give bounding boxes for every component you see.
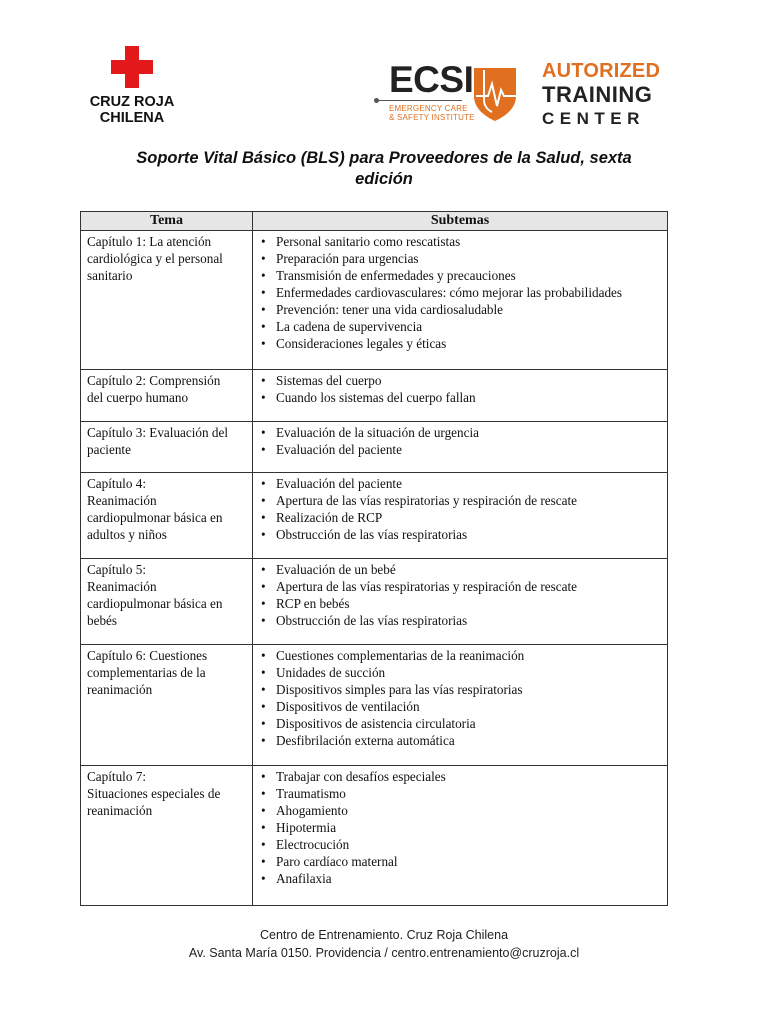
subtemas-cell <box>253 422 668 473</box>
list-item: • Preparación para urgencias <box>271 250 661 267</box>
footer-line2: Av. Santa María 0150. Providencia / centro.entrenamiento@cruzroja.cl <box>188 946 580 960</box>
list-item: • Dispositivos simples para las vías respiratorias <box>271 681 661 698</box>
tema-line: cardiopulmonar básica en <box>87 596 223 611</box>
ecsi-subtitle-line1: EMERGENCY CARE <box>389 104 468 113</box>
column-header-subtemas: Subtemas <box>253 212 668 231</box>
tema-line: Capítulo 5: <box>87 562 146 577</box>
list-item: • Paro cardíaco maternal <box>271 853 661 870</box>
list-item: • Traumatismo <box>271 785 661 802</box>
list-item: • Evaluación del paciente <box>271 441 661 458</box>
atc-line1: AUTORIZED <box>542 60 661 82</box>
tema-line: Capítulo 6: Cuestiones <box>87 648 208 663</box>
cruz-roja-line1: CRUZ ROJA <box>89 94 175 110</box>
tema-line: Situaciones especiales de <box>87 786 221 801</box>
table-row <box>81 559 668 645</box>
tema-line: Capítulo 1: La atención <box>87 234 212 249</box>
list-item: • Unidades de succión <box>271 664 661 681</box>
table-row <box>81 645 668 766</box>
table-row <box>81 473 668 559</box>
cruz-roja-wordmark <box>88 94 176 126</box>
tema-line: cardiológica y el personal <box>87 251 223 266</box>
authorized-training-center-logo <box>542 60 672 130</box>
list-item: • Consideraciones legales y éticas <box>271 335 661 352</box>
tema-line: del cuerpo humano <box>87 390 189 405</box>
list-item: • Dispositivos de ventilación <box>271 698 661 715</box>
subtemas-cell <box>253 370 668 422</box>
tema-cell <box>81 422 253 473</box>
subtemas-cell <box>253 231 668 370</box>
ecsi-shield-heartbeat-icon <box>472 66 518 122</box>
ecsi-wordmark: ECSI <box>389 59 474 100</box>
tema-line: cardiopulmonar básica en <box>87 510 223 525</box>
table-row <box>81 231 668 370</box>
list-item: • Prevención: tener una vida cardiosaludable <box>271 301 661 318</box>
list-item: • Transmisión de enfermedades y precauciones <box>271 267 661 284</box>
cruz-roja-logo <box>88 46 178 130</box>
tema-cell <box>81 766 253 906</box>
list-item: • Anafilaxia <box>271 870 661 887</box>
subtemas-list <box>259 424 661 458</box>
subtemas-list <box>259 561 661 629</box>
list-item: • La cadena de supervivencia <box>271 318 661 335</box>
document-title-line1: Soporte Vital Básico (BLS) para Proveedores de la Salud, sexta <box>136 149 632 167</box>
list-item: • Sistemas del cuerpo <box>271 372 661 389</box>
list-item: • Enfermedades cardiovasculares: cómo mejorar las probabilidades <box>271 284 661 301</box>
tema-line: Capítulo 4: <box>87 476 146 491</box>
tema-line: paciente <box>87 442 131 457</box>
subtemas-cell <box>253 473 668 559</box>
subtemas-list <box>259 233 661 352</box>
tema-line: adultos y niños <box>87 527 167 542</box>
subtemas-cell <box>253 766 668 906</box>
ecsi-subtitle <box>389 104 475 122</box>
tema-line: reanimación <box>87 682 153 697</box>
list-item: • Apertura de las vías respiratorias y respiración de rescate <box>271 578 661 595</box>
list-item: • Hipotermia <box>271 819 661 836</box>
list-item: • Realización de RCP <box>271 509 661 526</box>
tema-cell <box>81 645 253 766</box>
ecsi-subtitle-line2: & SAFETY INSTITUTE <box>389 113 475 122</box>
table-header-row <box>81 212 668 231</box>
cruz-roja-line2: CHILENA <box>99 110 165 126</box>
list-item: • Cuestiones complementarias de la reanimación <box>271 647 661 664</box>
list-item: • Cuando los sistemas del cuerpo fallan <box>271 389 661 406</box>
tema-line: Reanimación <box>87 579 157 594</box>
document-title-line2: edición <box>355 170 413 188</box>
subtemas-list <box>259 475 661 543</box>
list-item: • Desfibrilación externa automática <box>271 732 661 749</box>
footer-line1: Centro de Entrenamiento. Cruz Roja Chilena <box>259 928 509 942</box>
subtemas-list <box>259 372 661 406</box>
list-item: • Personal sanitario como rescatistas <box>271 233 661 250</box>
tema-cell <box>81 370 253 422</box>
subtemas-list <box>259 768 661 887</box>
list-item: • Evaluación de un bebé <box>271 561 661 578</box>
tema-cell <box>81 473 253 559</box>
tema-cell <box>81 231 253 370</box>
list-item: • Apertura de las vías respiratorias y respiración de rescate <box>271 492 661 509</box>
atc-line2: TRAINING <box>542 82 653 107</box>
page-footer <box>0 926 768 962</box>
list-item: • Obstrucción de las vías respiratorias <box>271 526 661 543</box>
list-item: • Trabajar con desafíos especiales <box>271 768 661 785</box>
course-topics-table <box>80 211 668 906</box>
tema-line: complementarias de la <box>87 665 206 680</box>
list-item: • Dispositivos de asistencia circulatoria <box>271 715 661 732</box>
ecsi-logo <box>376 59 522 128</box>
subtemas-cell <box>253 559 668 645</box>
list-item: • Evaluación del paciente <box>271 475 661 492</box>
tema-line: bebés <box>87 613 118 628</box>
tema-line: Capítulo 7: <box>87 769 146 784</box>
list-item: • Ahogamiento <box>271 802 661 819</box>
tema-line: Reanimación <box>87 493 157 508</box>
list-item: • Evaluación de la situación de urgencia <box>271 424 661 441</box>
atc-line3: CENTER <box>542 109 645 128</box>
tema-cell <box>81 559 253 645</box>
tema-line: sanitario <box>87 268 133 283</box>
document-title <box>100 148 668 190</box>
tema-line: reanimación <box>87 803 153 818</box>
red-cross-icon <box>111 46 153 88</box>
table-row <box>81 422 668 473</box>
tema-line: Capítulo 3: Evaluación del <box>87 425 228 440</box>
tema-line: Capítulo 2: Comprensión <box>87 373 221 388</box>
subtemas-cell <box>253 645 668 766</box>
list-item: • Obstrucción de las vías respiratorias <box>271 612 661 629</box>
column-header-tema: Tema <box>81 212 253 231</box>
list-item: • Electrocución <box>271 836 661 853</box>
table-row <box>81 766 668 906</box>
table-row <box>81 370 668 422</box>
list-item: • RCP en bebés <box>271 595 661 612</box>
subtemas-list <box>259 647 661 749</box>
